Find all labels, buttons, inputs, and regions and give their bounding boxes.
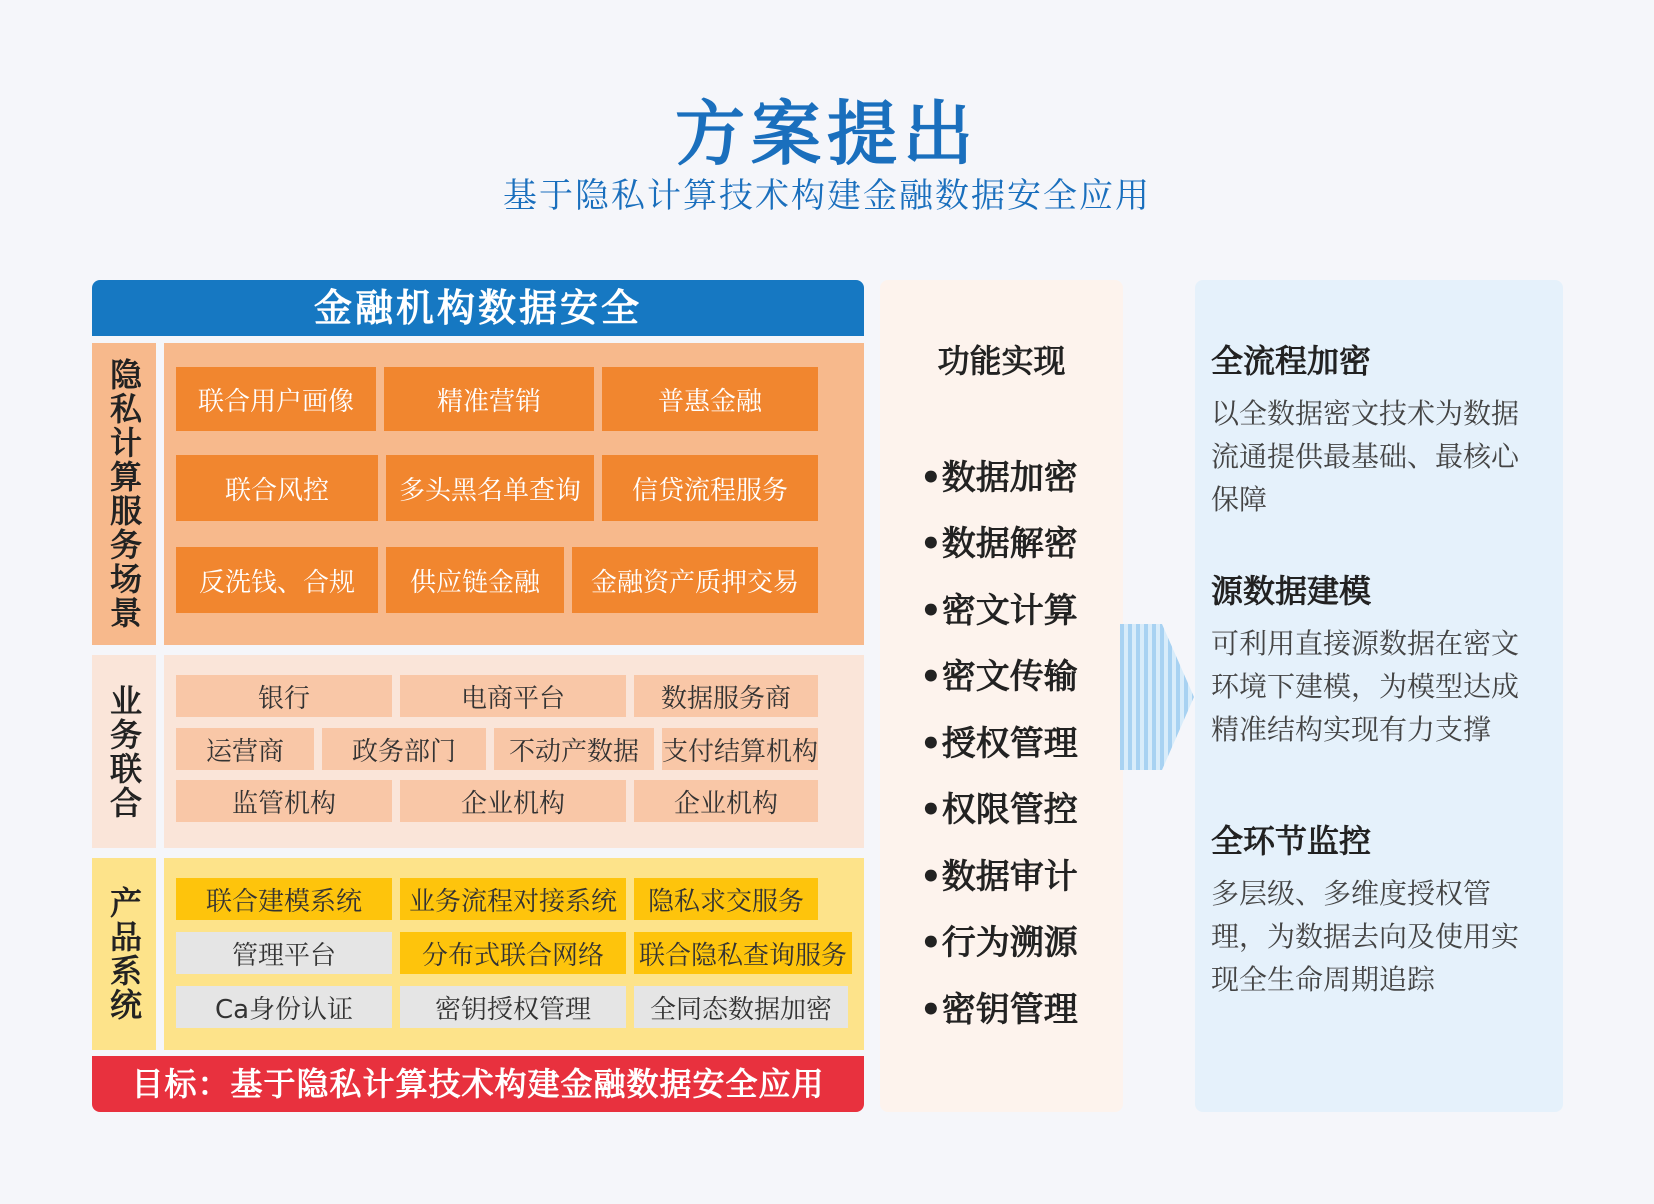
section-label: 隐私计算服务场景 (105, 358, 143, 630)
product-cell: 管理平台 (176, 932, 392, 974)
partner-cell: 企业机构 (400, 780, 626, 822)
section-business-alliance (92, 655, 864, 848)
benefits-panel (1195, 280, 1563, 1112)
product-cell: Ca身份认证 (176, 986, 392, 1028)
partner-cell: 银行 (176, 675, 392, 717)
page-subtitle: 基于隐私计算技术构建金融数据安全应用 (503, 176, 1151, 216)
scenario-cell: 反洗钱、合规 (176, 547, 378, 613)
benefit-text: 多层级、多维度授权管 理，为数据去向及使用实 现全生命周期追踪 (1211, 877, 1520, 996)
benefit-text: 以全数据密文技术为数据 流通提供最基础、最核心 保障 (1211, 397, 1520, 516)
partner-cell: 电商平台 (400, 675, 626, 717)
benefit-heading: 全环节监控 (1211, 822, 1372, 860)
function-item: •数据解密 (920, 524, 1078, 564)
partner-cell: 数据服务商 (634, 675, 818, 717)
function-item: •密钥管理 (920, 990, 1078, 1030)
function-item: •数据审计 (920, 857, 1078, 897)
function-item: •数据加密 (920, 458, 1078, 498)
benefit-text: 可利用直接源数据在密文 环境下建模，为模型达成 精准结构实现有力支撑 (1211, 627, 1520, 746)
scenario-cell: 金融资产质押交易 (572, 547, 818, 613)
scenario-cell: 联合风控 (176, 455, 378, 521)
function-item: •行为溯源 (920, 923, 1078, 963)
section-label: 业务联合 (105, 683, 143, 820)
partner-cell: 不动产数据 (494, 728, 654, 770)
scenario-cell: 信贷流程服务 (602, 455, 818, 521)
product-cell: 联合建模系统 (176, 878, 392, 920)
section-service-scenarios (92, 343, 864, 645)
scenario-cell: 供应链金融 (386, 547, 564, 613)
product-cell: 分布式联合网络 (400, 932, 626, 974)
partner-cell: 监管机构 (176, 780, 392, 822)
product-cell: 密钥授权管理 (400, 986, 626, 1028)
scenario-cell: 精准营销 (384, 367, 594, 431)
product-cell: 联合隐私查询服务 (634, 932, 852, 974)
financial-data-security-block (92, 280, 864, 1112)
function-panel (880, 280, 1123, 1112)
partner-cell: 政务部门 (322, 728, 486, 770)
partner-cell: 运营商 (176, 728, 314, 770)
page-title: 方案提出 (675, 93, 979, 175)
scenario-cell: 联合用户画像 (176, 367, 376, 431)
benefit-heading: 全流程加密 (1211, 342, 1372, 380)
section-product-systems (92, 858, 864, 1050)
product-cell: 业务流程对接系统 (400, 878, 626, 920)
partner-cell: 企业机构 (634, 780, 818, 822)
right-arrow-icon (1120, 624, 1194, 770)
scenario-cell: 普惠金融 (602, 367, 818, 431)
function-item: •权限管控 (920, 790, 1078, 830)
function-item: •密文计算 (920, 591, 1078, 631)
product-cell: 全同态数据加密 (634, 986, 848, 1028)
partner-cell: 支付结算机构 (662, 728, 818, 770)
scenario-cell: 多头黑名单查询 (386, 455, 594, 521)
block-header: 金融机构数据安全 (92, 280, 864, 336)
product-cell: 隐私求交服务 (634, 878, 818, 920)
function-item: •密文传输 (920, 657, 1078, 697)
goal-bar: 目标：基于隐私计算技术构建金融数据安全应用 (92, 1056, 864, 1112)
function-title: 功能实现 (937, 342, 1066, 380)
section-label: 产品系统 (105, 886, 143, 1022)
function-item: •授权管理 (920, 724, 1078, 764)
benefit-heading: 源数据建模 (1211, 572, 1372, 610)
